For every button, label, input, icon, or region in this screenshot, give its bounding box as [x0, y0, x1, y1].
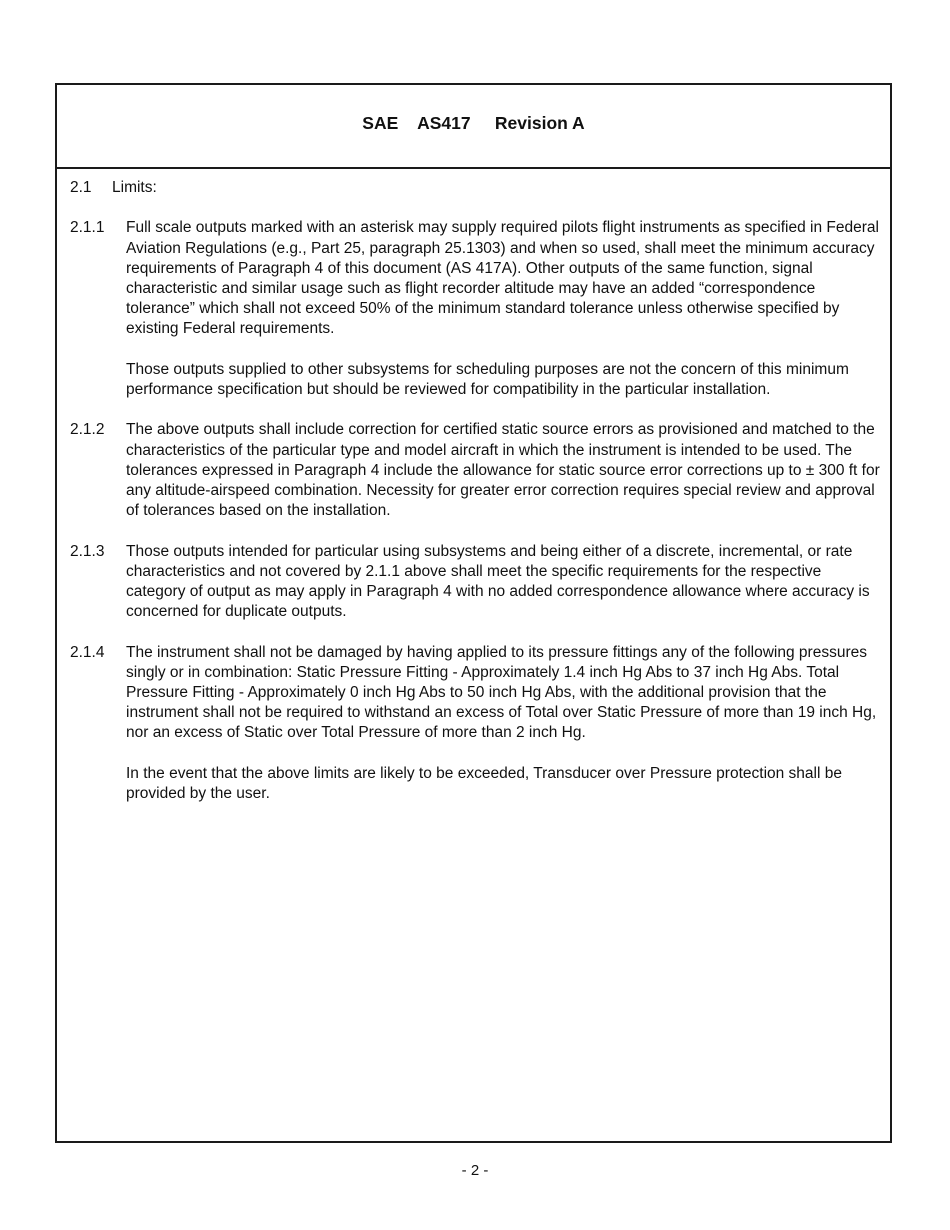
section-heading: [70, 178, 880, 198]
paragraph-number: 2.1.3: [70, 542, 105, 560]
paragraph-text: Those outputs intended for particular using subsystems and being either of a discrete, incremental, or rate characteristics and not covered by 2.1.1 above shall meet the specific requirements for the respective category of output as may apply in Paragraph 4 with no added correspondence allowance where accuracy is concerned for duplicate outputs.: [126, 542, 870, 621]
paragraph-2-1-4-continuation: In the event that the above limits are likely to be exceeded, Transducer over Pressure protection shall be provided by the user.: [126, 764, 842, 802]
document-body: [70, 178, 880, 804]
paragraph-text: Full scale outputs marked with an asterisk may supply required pilots flight instruments as specified in Federal Aviation Regulations (e.g., Part 25, paragraph 25.1303) and when so used, shall meet the minimum accuracy requirements of Paragraph 4 of this document (AS 417A). Other outputs of the same function, signal characteristic and similar usage such as flight recorder altitude may have an added “correspondence tolerance” which shall not exceed 50% of the minimum standard tolerance unless otherwise specified by existing Federal requirements.: [126, 219, 879, 338]
section-number: 2.1: [70, 179, 92, 196]
paragraph-text: The above outputs shall include correction for certified static source errors as provisioned and matched to the characteristics of the particular type and model aircraft in which the instrument is intended to be used. The tolerances expressed in Paragraph 4 include the allowance for static source error corrections up to ± 300 ft for any altitude-airspeed combination. Necessity for greater error correction requires special review and approval of tolerances based on the installation.: [126, 421, 880, 520]
paragraph-2-1-2: [70, 420, 880, 521]
paragraph-2-1-1-continuation: Those outputs supplied to other subsystems for scheduling purposes are not the concern of this minimum performance specification but should be reviewed for compatibility in the particular installation.: [126, 360, 849, 398]
paragraph-text: The instrument shall not be damaged by having applied to its pressure fittings any of the following pressures singly or in combination: Static Pressure Fitting - Approximately 1.4 inch Hg Abs to 37 inch Hg Abs. Total Pressure Fitting - Approximately 0 inch Hg Abs to 50 inch Hg Abs, with the additional provision that the instrument shall not be required to withstand an excess of Total over Static Pressure of more than 19 inch Hg, nor an excess of Static over Total Pressure of more than 2 inch Hg.: [126, 643, 877, 742]
paragraph-number: 2.1.4: [70, 643, 105, 661]
paragraph-number: 2.1.1: [70, 219, 105, 237]
paragraph-2-1-4: [70, 643, 880, 744]
paragraph-number: 2.1.2: [70, 421, 105, 439]
page-number: - 2 -: [461, 1162, 489, 1179]
section-title: Limits:: [112, 179, 157, 196]
paragraph-2-1-1: [70, 218, 880, 339]
document-title: SAE AS417 Revision A: [362, 113, 585, 133]
page-frame: [55, 83, 892, 1143]
paragraph-2-1-3: [70, 542, 880, 623]
document-header: [57, 85, 890, 169]
